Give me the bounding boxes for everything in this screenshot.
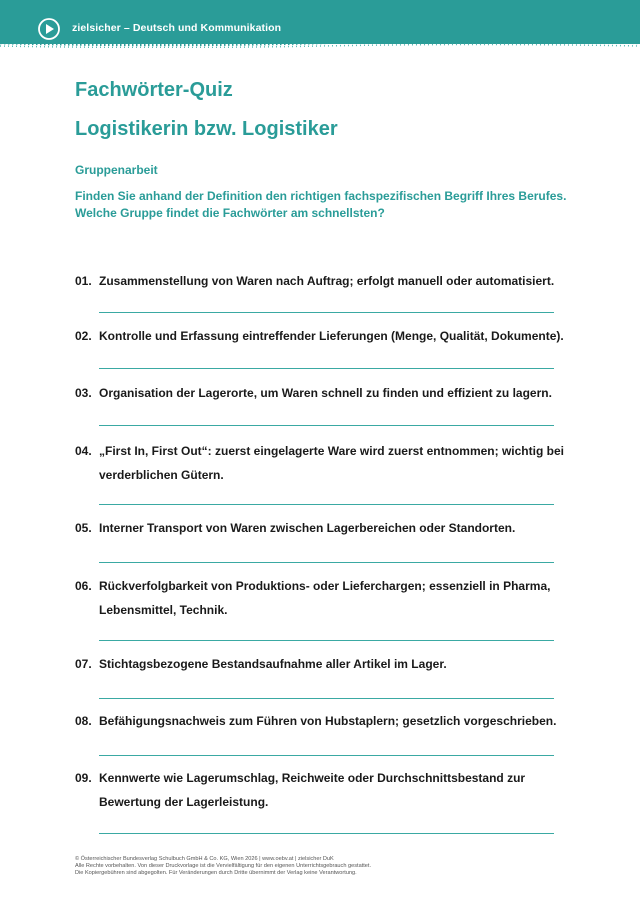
question-text: Interner Transport von Waren zwischen Lagerbereichen oder Standorten.: [99, 521, 516, 535]
question-number: 03.: [75, 386, 92, 400]
page-title: Fachwörter-Quiz: [75, 79, 233, 101]
question-number: 07.: [75, 657, 92, 671]
answer-line[interactable]: [99, 562, 554, 563]
activity-label: Gruppenarbeit: [75, 163, 158, 177]
question-text: Organisation der Lagerorte, um Waren schnell zu finden und effizient zu lagern.: [99, 386, 552, 400]
header-dotted-edge: [0, 40, 640, 48]
answer-line[interactable]: [99, 698, 554, 699]
question-item: [75, 269, 575, 293]
play-icon: [38, 18, 60, 40]
page-subtitle: Logistikerin bzw. Logistiker: [75, 118, 338, 140]
question-item: [75, 516, 575, 540]
brand-name: zielsicher – Deutsch und Kommunikation: [72, 22, 282, 34]
question-item: [75, 574, 575, 622]
question-text: Rückverfolgbarkeit von Produktions- oder Lieferchargen; essenziell in Pharma, Lebensmittel, Technik.: [99, 579, 551, 617]
instruction-text: Finden Sie anhand der Definition den richtigen fachspezifischen Begriff Ihres Berufes. Welche Gruppe findet die Fachwörter am schnellsten?: [75, 189, 567, 220]
footer-line: Alle Rechte vorbehalten. Von dieser Druckvorlage ist die Vervielfältigung für den eigenen Unterrichtsgebrauch gestattet.: [75, 863, 372, 869]
answer-line[interactable]: [99, 755, 554, 756]
question-number: 01.: [75, 274, 92, 288]
question-number: 02.: [75, 329, 92, 343]
question-text: „First In, First Out“: zuerst eingelagerte Ware wird zuerst entnommen; wichtig bei verderblichen Gütern.: [99, 444, 564, 482]
question-number: 04.: [75, 444, 92, 458]
question-number: 09.: [75, 771, 92, 785]
question-text: Kennwerte wie Lagerumschlag, Reichweite oder Durchschnittsbestand zur Bewertung der Lagerleistung.: [99, 771, 526, 809]
answer-line[interactable]: [99, 425, 554, 426]
footer-line: © Österreichischer Bundesverlag Schulbuch GmbH & Co. KG, Wien 2026 | www.oebv.at | zielsicher DuK: [75, 856, 334, 862]
question-number: 06.: [75, 579, 92, 593]
question-text: Befähigungsnachweis zum Führen von Hubstaplern; gesetzlich vorgeschrieben.: [99, 714, 557, 728]
question-item: [75, 652, 575, 676]
question-item: [75, 439, 575, 487]
question-item: [75, 324, 575, 348]
answer-line[interactable]: [99, 312, 554, 313]
question-item: [75, 766, 575, 814]
question-text: Kontrolle und Erfassung eintreffender Lieferungen (Menge, Qualität, Dokumente).: [99, 329, 564, 343]
question-item: [75, 709, 575, 733]
question-item: [75, 381, 575, 405]
question-text: Stichtagsbezogene Bestandsaufnahme aller Artikel im Lager.: [99, 657, 447, 671]
answer-line[interactable]: [99, 640, 554, 641]
answer-line[interactable]: [99, 368, 554, 369]
question-number: 08.: [75, 714, 92, 728]
question-text: Zusammenstellung von Waren nach Auftrag; erfolgt manuell oder automatisiert.: [99, 274, 555, 288]
question-number: 05.: [75, 521, 92, 535]
copyright-footer: [75, 856, 595, 877]
answer-line[interactable]: [99, 833, 554, 834]
answer-line[interactable]: [99, 504, 554, 505]
footer-line: Die Kopiergebühren sind abgegolten. Für Veränderungen durch Dritte übernimmt der Verlag keine Verantwortung.: [75, 870, 357, 876]
